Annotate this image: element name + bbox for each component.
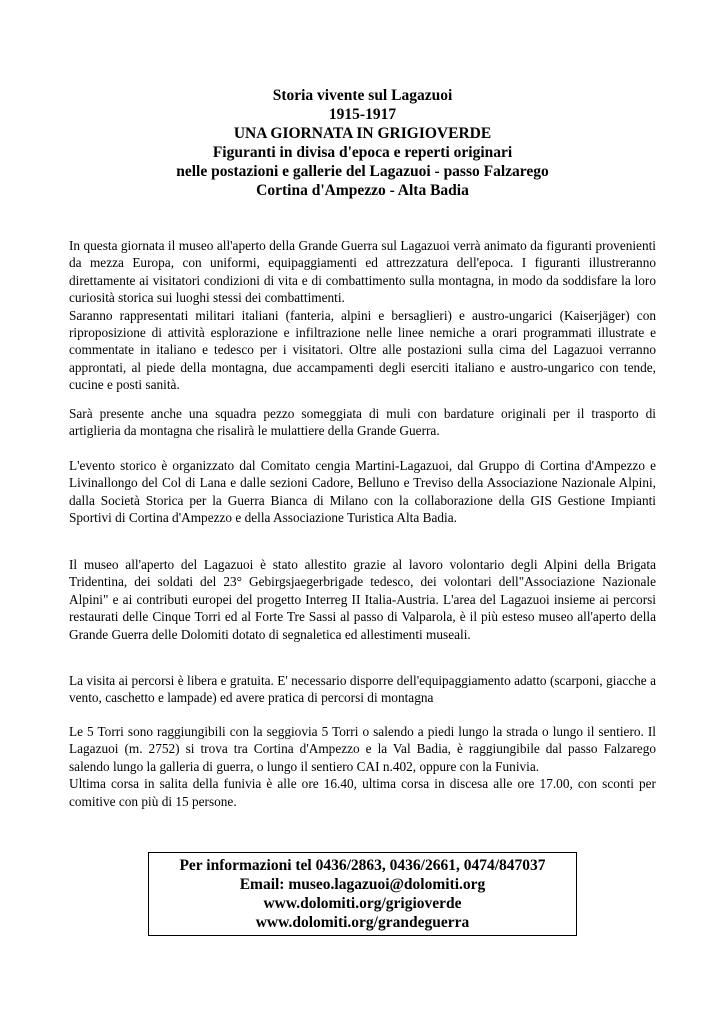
subtitle-location: nelle postazioni e gallerie del Lagazuoi - passo Falzarego xyxy=(176,163,549,180)
paragraph-access xyxy=(69,723,656,810)
document-title-block xyxy=(0,86,725,200)
paragraph-text: Saranno rappresentati militari italiani (fanteria, alpini e bersaglieri) e austro-ungarici (Kaiserjäger) con riproposizione di attività esplorazione e infiltrazione nelle linee nemiche a orari programmati illustrate e commentate in italiano e tedesco per i visitatori. Oltre alle postazioni sulla cima del Lagazuoi verranno approntati, al piede della montagna, due accampamenti degli eserciti italiano e austro-ungarico con tende, cucine e posti sanità. xyxy=(69,307,656,393)
subtitle-area: Cortina d'Ampezzo - Alta Badia xyxy=(256,182,469,199)
paragraph-text: La visita ai percorsi è libera e gratuita. E' necessario disporre dell'equipaggiamento adatto (scarponi, giacche a vento, caschetto e lampade) ed avere pratica di percorsi di montagna xyxy=(69,673,656,706)
paragraph-visit xyxy=(69,672,656,707)
title-line: Storia vivente sul Lagazuoi xyxy=(272,87,453,104)
paragraph-organizers xyxy=(69,457,656,527)
paragraph-text: Sarà presente anche una squadra pezzo someggiata di muli con bardature originali per il trasporto di artiglieria da montagna che risalirà le mulattiere della Grande Guerra. xyxy=(69,406,656,439)
contact-email: Email: museo.lagazuoi@dolomiti.org xyxy=(239,876,486,893)
title-years: 1915-1917 xyxy=(328,106,397,123)
contact-url-grigioverde: www.dolomiti.org/grigioverde xyxy=(263,895,462,912)
paragraph-text: In questa giornata il museo all'aperto della Grande Guerra sul Lagazuoi verrà animato da figuranti provenienti da mezza Europa, con uniformi, equipaggiamenti ed attrezzatura dell'epoca. I figuranti illustreranno direttamente ai visitatori condizioni di vita e di combattimento sulla montagna, in modo da soddisfare la loro curiosità storica sui luoghi stessi dei combattimenti. xyxy=(69,238,656,306)
paragraph-intro xyxy=(69,237,656,394)
paragraph-mules xyxy=(69,405,656,440)
contact-url-grandeguerra: www.dolomiti.org/grandeguerra xyxy=(255,914,470,931)
paragraph-text: Il museo all'aperto del Lagazuoi è stato allestito grazie al lavoro volontario degli Alpini della Brigata Tridentina, dei soldati del 23° Gebirgsjaegerbrigade tedesco, dei volontari dell"Associazione Nazionale Alpini" e ai contributi europei del progetto Interreg II Italia-Austria. L'area del Lagazuoi insieme ai percorsi restaurati delle Cinque Torri ed al Forte Tre Sassi al passo di Valparola, è il più esteso museo all'aperto della Grande Guerra delle Dolomiti dotato di segnaletica ed allestimenti museali. xyxy=(69,557,656,642)
contact-phone: Per informazioni tel 0436/2863, 0436/2661, 0474/847037 xyxy=(179,857,546,874)
paragraph-museum xyxy=(69,556,656,643)
contact-info-box xyxy=(148,852,577,936)
paragraph-text: Le 5 Torri sono raggiungibili con la seggiovia 5 Torri o salendo a piedi lungo la strada o lungo il sentiero. Il Lagazuoi (m. 2752) si trova tra Cortina d'Ampezzo e la Val Badia, è raggiungibile dal passo Falzarego salendo lungo la galleria di guerra, o lungo il sentiero CAI n.402, oppure con la Funivia. xyxy=(69,724,656,774)
paragraph-text: L'evento storico è organizzato dal Comitato cengia Martini-Lagazuoi, dal Gruppo di Cortina d'Ampezzo e Livinallongo del Col di Lana e dalle sezioni Cadore, Belluno e Treviso della Associazione Nazionale Alpini, dalla Società Storica per la Guerra Bianca di Milano con la collaborazione della GIS Gestione Impianti Sportivi di Cortina d'Ampezzo e della Associazione Turistica Alta Badia. xyxy=(69,458,656,526)
subtitle-line: Figuranti in divisa d'epoca e reperti originari xyxy=(212,144,513,161)
title-event-name: UNA GIORNATA IN GRIGIOVERDE xyxy=(233,125,492,142)
paragraph-text: Ultima corsa in salita della funivia è alle ore 16.40, ultima corsa in discesa alle ore 17.00, con sconti per comitive con più di 15 persone. xyxy=(69,776,656,809)
